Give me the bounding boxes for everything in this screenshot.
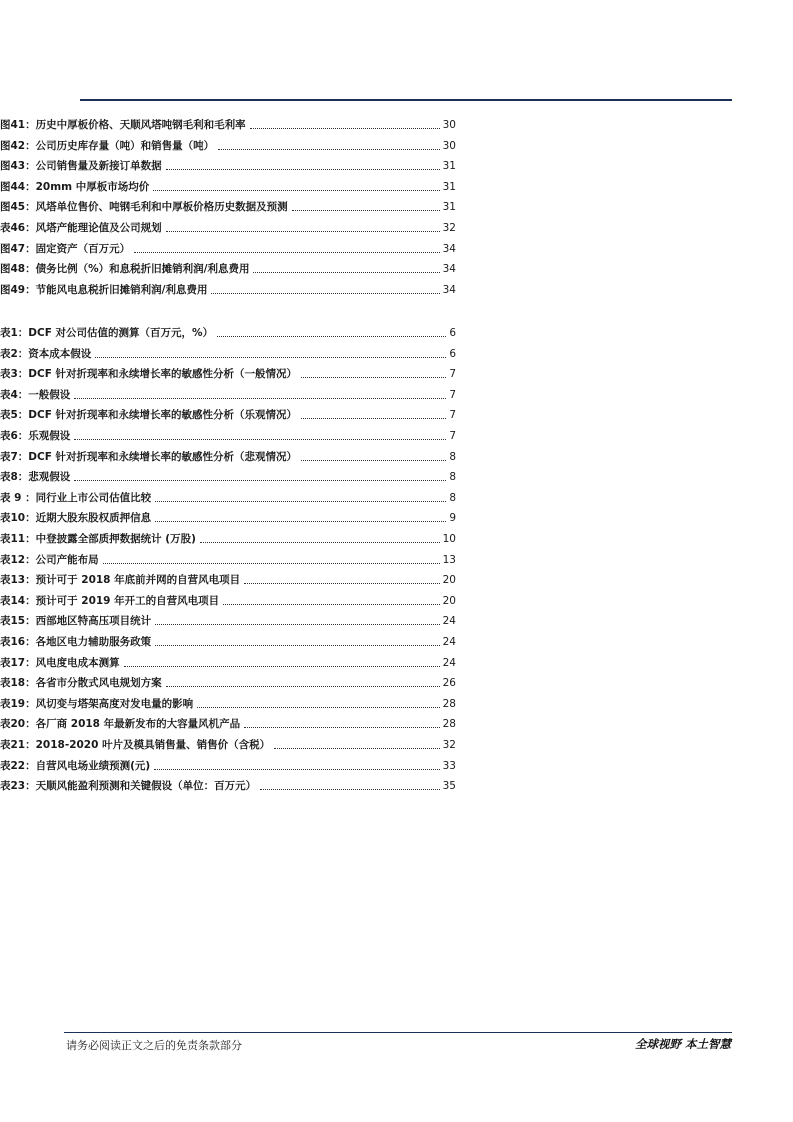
toc-entry-page: 31 — [442, 160, 456, 173]
toc-entry-label: 表6：乐观假设 — [0, 430, 71, 442]
toc-entry[interactable] — [0, 427, 456, 443]
toc-entry[interactable] — [0, 551, 456, 567]
toc-entry[interactable] — [0, 448, 456, 464]
toc-dot-leader — [154, 769, 439, 770]
toc-entry[interactable] — [0, 633, 456, 649]
toc-dot-leader — [211, 293, 439, 294]
toc-dot-leader — [244, 583, 439, 584]
toc-dot-leader — [74, 480, 446, 481]
toc-entry[interactable] — [0, 571, 456, 587]
toc-entry[interactable] — [0, 757, 456, 773]
toc-entry[interactable] — [0, 198, 456, 214]
toc-entry-label: 表2：资本成本假设 — [0, 347, 92, 360]
toc-entry[interactable] — [0, 281, 456, 297]
toc-entry-label: 表16：各地区电力辅助服务政策 — [0, 636, 152, 648]
toc-entry-page: 8 — [449, 450, 456, 463]
toc-entry-label: 表12：公司产能布局 — [0, 553, 99, 566]
toc-dot-leader — [218, 149, 440, 150]
footer-slogan: 全球视野 本土智慧 — [634, 1037, 731, 1051]
toc-entry-page: 7 — [449, 388, 456, 401]
toc-dot-leader — [155, 521, 446, 522]
toc-entry[interactable] — [0, 654, 456, 670]
toc-dot-leader — [250, 128, 440, 129]
toc-entry-label: 图42：公司历史库存量（吨）和销售量（吨） — [0, 139, 215, 152]
toc-dot-leader — [155, 501, 446, 502]
toc-entry-page: 28 — [442, 697, 456, 710]
toc-dot-leader — [200, 542, 440, 543]
toc-dot-leader — [155, 624, 440, 625]
toc-entry[interactable] — [0, 345, 456, 361]
toc-entry-page: 20 — [442, 574, 456, 587]
toc-entry[interactable] — [0, 386, 456, 402]
toc-entry-label: 表17：风电度电成本测算 — [0, 656, 120, 669]
toc-entry[interactable] — [0, 509, 456, 525]
toc-entry[interactable] — [0, 468, 456, 484]
toc-entry-page: 24 — [442, 636, 456, 648]
toc-dot-leader — [223, 604, 439, 605]
toc-entry-page: 8 — [449, 491, 456, 504]
toc-entry-label: 图47：固定资产（百万元） — [0, 242, 131, 255]
toc-dot-leader — [155, 645, 440, 646]
toc-entry-page: 34 — [442, 283, 456, 296]
toc-entry[interactable] — [0, 178, 456, 194]
toc-entry[interactable] — [0, 137, 456, 153]
footer-rule — [64, 1032, 732, 1033]
toc-entry-page: 24 — [442, 656, 456, 669]
toc-entry-page: 34 — [442, 263, 456, 276]
toc-entry[interactable] — [0, 530, 456, 546]
toc-entry-page: 28 — [442, 718, 456, 731]
toc-entry[interactable] — [0, 406, 456, 422]
toc-entry[interactable] — [0, 157, 456, 173]
toc-entry-label: 表11：中登披露全部质押数据统计 (万股) — [0, 533, 196, 545]
toc-entry[interactable] — [0, 365, 456, 381]
toc-entry[interactable] — [0, 324, 456, 340]
toc-entry[interactable] — [0, 612, 456, 628]
toc-entry-label: 表10：近期大股东股权质押信息 — [0, 512, 152, 525]
toc-dot-leader — [124, 666, 440, 667]
toc-dot-leader — [134, 252, 440, 253]
toc-dot-leader — [74, 439, 446, 440]
toc-entry-label: 表18：各省市分散式风电规划方案 — [0, 677, 162, 690]
toc-entry-page: 24 — [442, 615, 456, 628]
toc-dot-leader — [197, 707, 440, 708]
toc-dot-leader — [301, 418, 446, 419]
toc-entry[interactable] — [0, 240, 456, 256]
toc-dot-leader — [74, 398, 446, 399]
toc-dot-leader — [166, 169, 440, 170]
toc-dot-leader — [244, 727, 439, 728]
toc-entry-page: 9 — [449, 512, 456, 525]
toc-entry-page: 6 — [449, 327, 456, 339]
toc-entry-label: 表15：西部地区特高压项目统计 — [0, 615, 152, 628]
toc-entry-label: 表4：一般假设 — [0, 388, 71, 401]
toc-entry[interactable] — [0, 489, 456, 505]
toc-entry-page: 8 — [449, 471, 456, 484]
toc-entry-page: 30 — [442, 139, 456, 152]
toc-entry-label: 表21：2018-2020 叶片及模具销售量、销售价（含税） — [0, 739, 271, 751]
toc-entry-page: 30 — [442, 119, 456, 131]
toc-dot-leader — [301, 460, 446, 461]
toc-entry-page: 13 — [442, 553, 456, 566]
toc-entry-page: 7 — [449, 409, 456, 422]
toc-entry-page: 6 — [449, 347, 456, 360]
toc-entry-label: 表23：天顺风能盈利预测和关键假设（单位：百万元） — [0, 780, 257, 793]
toc-entry-page: 32 — [442, 222, 456, 234]
toc-entry-label: 图45：风塔单位售价、吨钢毛利和中厚板价格历史数据及预测 — [0, 201, 288, 214]
toc-entry-page: 20 — [442, 594, 456, 607]
toc-entry-label: 图48：债务比例（%）和息税折旧摊销利润/利息费用 — [0, 263, 250, 276]
header-rule — [80, 99, 732, 101]
toc-dot-leader — [103, 563, 440, 564]
footer-disclaimer: 请务必阅读正文之后的免责条款部分 — [66, 1039, 242, 1052]
toc-entry-label: 表13：预计可于 2018 年底前并网的自营风电项目 — [0, 574, 241, 587]
toc-dot-leader — [166, 231, 440, 232]
toc-entry-label: 表19：风切变与塔架高度对发电量的影响 — [0, 697, 194, 710]
toc-dot-leader — [153, 190, 439, 191]
toc-entry-label: 表3：DCF 针对折现率和永续增长率的敏感性分析（一般情况） — [0, 368, 298, 381]
toc-dot-leader — [292, 210, 440, 211]
toc-entry-label: 图43：公司销售量及新接订单数据 — [0, 160, 162, 173]
toc-entry-page: 7 — [449, 430, 456, 442]
toc-entry[interactable] — [0, 736, 456, 752]
toc-entry-page: 32 — [442, 739, 456, 751]
toc-entry[interactable] — [0, 260, 456, 276]
toc-dot-leader — [260, 789, 440, 790]
toc-entry-label: 表 9 ：同行业上市公司估值比较 — [0, 491, 152, 504]
toc-entry-page: 7 — [449, 368, 456, 381]
toc-entry-page: 34 — [442, 242, 456, 255]
toc-entry-label: 表5：DCF 针对折现率和永续增长率的敏感性分析（乐观情况） — [0, 409, 298, 422]
toc-dot-leader — [301, 377, 446, 378]
toc-dot-leader — [274, 748, 440, 749]
toc-dot-leader — [95, 357, 446, 358]
toc-entry-label: 表7：DCF 针对折现率和永续增长率的敏感性分析（悲观情况） — [0, 450, 298, 463]
toc-entry-page: 10 — [442, 533, 456, 545]
toc-entry[interactable] — [0, 592, 456, 608]
toc-dot-leader — [253, 272, 439, 273]
toc-entry-label: 表14：预计可于 2019 年开工的自营风电项目 — [0, 594, 220, 607]
toc-entry[interactable] — [0, 674, 456, 690]
toc-entry-page: 33 — [442, 759, 456, 772]
toc-entry[interactable] — [0, 116, 456, 132]
toc-entry-page: 35 — [442, 780, 456, 793]
toc-entry-label: 图49：节能风电息税折旧摊销利润/利息费用 — [0, 283, 208, 296]
toc-entry-label: 表1：DCF 对公司估值的测算（百万元，%） — [0, 327, 214, 339]
toc-entry[interactable] — [0, 219, 456, 235]
toc-entry[interactable] — [0, 715, 456, 731]
toc-entry-label: 表46：风塔产能理论值及公司规划 — [0, 222, 162, 234]
toc-entry-label: 表8：悲观假设 — [0, 471, 71, 484]
toc-entry-label: 图44：20mm 中厚板市场均价 — [0, 180, 150, 193]
toc-dot-leader — [217, 336, 446, 337]
toc-entry-label: 图41：历史中厚板价格、天顺风塔吨钢毛利和毛利率 — [0, 119, 246, 131]
toc-entry-label: 表22：自营风电场业绩预测(元) — [0, 759, 151, 772]
toc-entry-page: 31 — [442, 201, 456, 214]
toc-entry[interactable] — [0, 695, 456, 711]
toc-entry-page: 26 — [442, 677, 456, 690]
toc-dot-leader — [166, 686, 440, 687]
toc-entry-page: 31 — [442, 180, 456, 193]
toc-entry[interactable] — [0, 777, 456, 793]
toc-entry-label: 表20：各厂商 2018 年最新发布的大容量风机产品 — [0, 718, 241, 731]
